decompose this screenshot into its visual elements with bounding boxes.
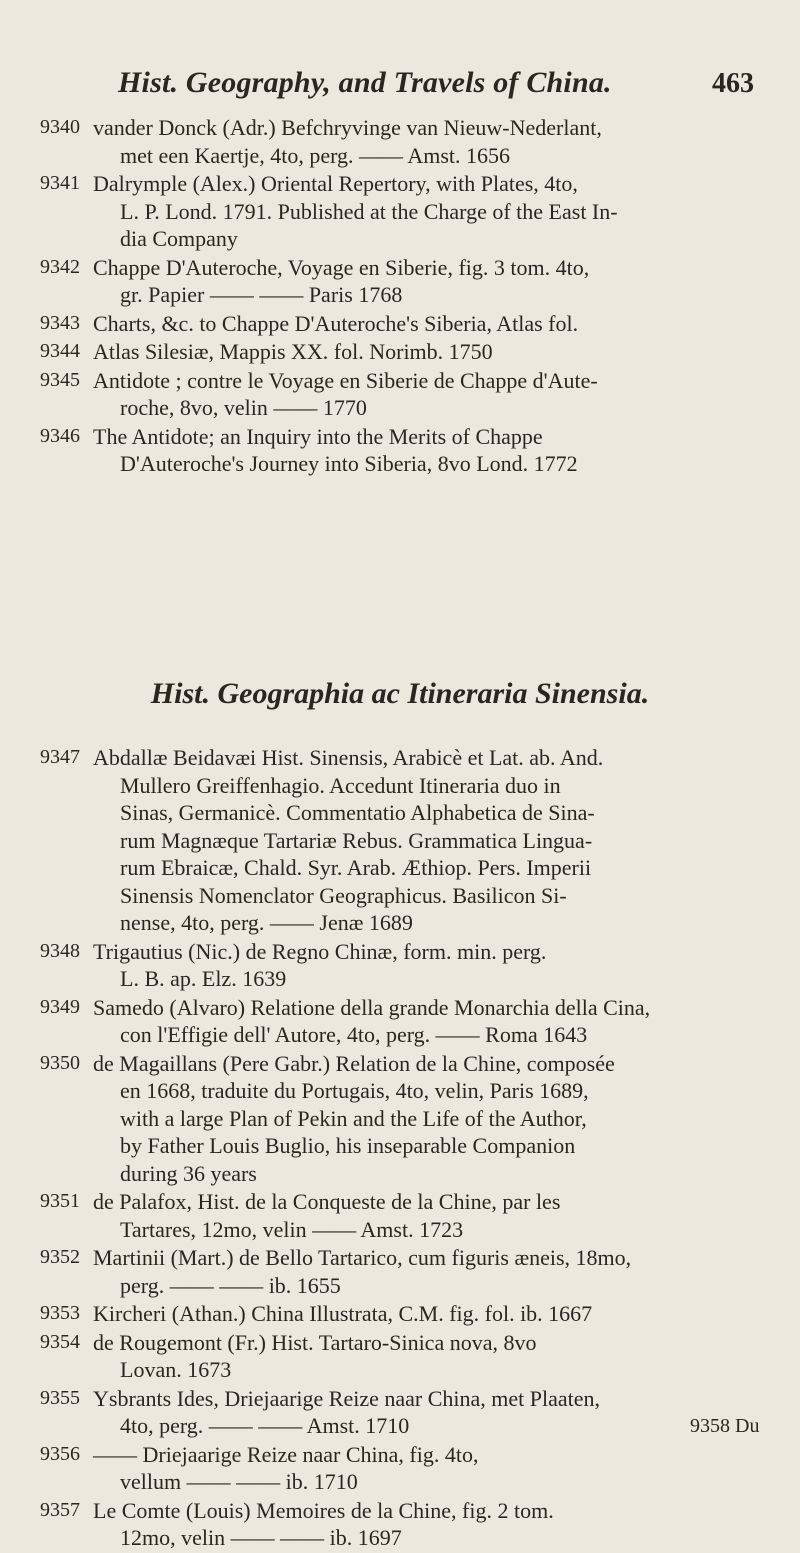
entry-first-line	[0, 938, 800, 966]
entry-first-line	[0, 1300, 800, 1328]
entry-text: Abdallæ Beidavæi Hist. Sinensis, Arabicè et Lat. ab. And.	[93, 745, 604, 770]
page-number: 463	[712, 68, 754, 99]
entry-number: 9343	[40, 311, 80, 334]
entry-first-line	[0, 994, 800, 1022]
entry-text: Mullero Greiffenhagio. Accedunt Itineraria duo in	[120, 772, 561, 798]
entry-first-line	[0, 1188, 800, 1216]
entry-number: 9355	[40, 1386, 80, 1409]
entry-continuation-line	[0, 965, 800, 993]
entry-number: 9344	[40, 340, 80, 362]
entry-continuation-line	[0, 1077, 800, 1105]
entry-text: Ysbrants Ides, Driejaarige Reize naar China, met Plaaten,	[93, 1385, 601, 1411]
entry-text: roche, 8vo, velin —— 1770	[120, 395, 367, 420]
catalogue-entry	[0, 170, 800, 253]
entry-number: 9351	[40, 1190, 80, 1212]
catalogue-entry	[0, 1244, 800, 1299]
entry-continuation-line	[0, 1105, 800, 1133]
entry-first-line	[0, 1050, 800, 1078]
entry-continuation-line	[0, 225, 800, 253]
entry-continuation-line	[0, 1272, 800, 1300]
entry-continuation-line	[0, 827, 800, 855]
entry-continuation-line	[0, 909, 800, 937]
entry-text: de Rougemont (Fr.) Hist. Tartaro-Sinica nova, 8vo	[93, 1329, 537, 1355]
entry-text: vander Donck (Adr.) Befchryvinge van Nieuw-Nederlant,	[93, 115, 602, 140]
entry-continuation-line	[0, 281, 800, 309]
catalogue-entry	[0, 1329, 800, 1384]
entry-text: Le Comte (Louis) Memoires de la Chine, fig. 2 tom.	[93, 1497, 554, 1523]
entry-number: 9350	[40, 1051, 80, 1074]
running-title: Hist. Geography, and Travels of China.	[118, 66, 612, 99]
page-header	[0, 66, 800, 106]
entry-first-line	[0, 1329, 800, 1357]
catalogue-entry	[0, 1050, 800, 1188]
entry-continuation-line	[0, 450, 800, 478]
catalogue-entry	[0, 744, 800, 937]
entry-number: 9340	[40, 116, 80, 138]
catalogue-entry	[0, 310, 800, 338]
entry-text: gr. Papier —— —— Paris 1768	[120, 282, 403, 307]
entry-number: 9342	[40, 255, 80, 278]
entry-number: 9354	[40, 1330, 80, 1353]
catalogue-entry	[0, 1497, 800, 1552]
entry-text: met een Kaertje, 4to, perg. —— Amst. 1656	[120, 142, 511, 168]
entry-first-line	[0, 1244, 800, 1272]
entry-text: vellum —— —— ib. 1710	[120, 1469, 358, 1494]
entry-number: 9348	[40, 939, 80, 962]
entry-text: Sinensis Nomenclator Geographicus. Basilicon Si-	[120, 882, 567, 908]
entry-text: Dalrymple (Alex.) Oriental Repertory, with Plates, 4to,	[93, 171, 578, 196]
entry-number: 9345	[40, 368, 80, 391]
entry-first-line	[0, 1441, 800, 1469]
entry-text: Trigautius (Nic.) de Regno Chinæ, form. min. perg.	[93, 938, 547, 964]
entry-continuation-line	[0, 772, 800, 800]
entry-number: 9352	[40, 1246, 80, 1268]
entry-text: by Father Louis Buglio, his inseparable Companion	[120, 1133, 576, 1158]
entry-continuation-line	[0, 882, 800, 910]
entry-number: 9346	[40, 424, 80, 447]
entry-first-line	[0, 338, 800, 366]
catalogue-entry	[0, 938, 800, 993]
entry-text: en 1668, traduite du Portugais, 4to, velin, Paris 1689,	[120, 1078, 589, 1103]
entry-continuation-line	[0, 394, 800, 422]
entry-text: 4to, perg. —— —— Amst. 1710	[120, 1413, 410, 1438]
catalogue-entry	[0, 1441, 800, 1496]
entry-text: L. P. Lond. 1791. Published at the Charge of the East In-	[120, 198, 618, 224]
entry-continuation-line	[0, 854, 800, 882]
catalogue-entry	[0, 367, 800, 422]
catalogue-entry	[0, 1188, 800, 1243]
entry-text: —— Driejaarige Reize naar China, fig. 4to,	[93, 1441, 479, 1467]
entry-text: Charts, &c. to Chappe D'Auteroche's Siberia, Atlas fol.	[93, 310, 579, 336]
entry-text: Kircheri (Athan.) China Illustrata, C.M. fig. fol. ib. 1667	[93, 1301, 593, 1326]
entry-text: 12mo, velin —— —— ib. 1697	[120, 1525, 402, 1550]
catalogue-entry	[0, 114, 800, 169]
entry-text: The Antidote; an Inquiry into the Merits of Chappe	[93, 423, 543, 449]
section-heading: Hist. Geographia ac Itineraria Sinensia.	[150, 677, 650, 710]
entry-continuation-line	[0, 1524, 800, 1552]
entry-continuation-line	[0, 1160, 800, 1188]
entry-first-line	[0, 367, 800, 395]
entry-continuation-line	[0, 1021, 800, 1049]
catalogue-entry	[0, 1385, 800, 1440]
entry-continuation-line	[0, 1216, 800, 1244]
entry-text: rum Magnæque Tartariæ Rebus. Grammatica Lingua-	[120, 827, 593, 853]
entry-text: Lovan. 1673	[120, 1357, 232, 1382]
entry-first-line	[0, 1385, 800, 1413]
catalogue-entry	[0, 994, 800, 1049]
entry-number: 9353	[40, 1302, 80, 1324]
entry-number: 9347	[40, 746, 80, 768]
catalogue-entry	[0, 1300, 800, 1328]
entry-first-line	[0, 170, 800, 198]
entry-number: 9341	[40, 172, 80, 194]
entry-text: Sinas, Germanicè. Commentatio Alphabetica de Sina-	[120, 800, 595, 825]
entry-text: Martinii (Mart.) de Bello Tartarico, cum figuris æneis, 18mo,	[93, 1245, 632, 1270]
entry-number: 9349	[40, 995, 80, 1018]
entry-text: dia Company	[120, 226, 238, 251]
entry-text: Chappe D'Auteroche, Voyage en Siberie, fig. 3 tom. 4to,	[93, 254, 590, 280]
entry-text: D'Auteroche's Journey into Siberia, 8vo Lond. 1772	[120, 451, 578, 476]
entry-list-top	[0, 114, 800, 479]
catchword: 9358 Du	[690, 1415, 760, 1437]
entry-continuation-line	[0, 142, 800, 170]
entry-list-bottom	[0, 744, 800, 1553]
entry-first-line	[0, 744, 800, 772]
entry-first-line	[0, 310, 800, 338]
entry-text: during 36 years	[120, 1160, 257, 1186]
entry-first-line	[0, 1497, 800, 1525]
entry-continuation-line	[0, 198, 800, 226]
entry-text: Atlas Silesiæ, Mappis XX. fol. Norimb. 1750	[93, 339, 493, 364]
entry-text: Samedo (Alvaro) Relatione della grande Monarchia della Cina,	[93, 994, 651, 1020]
entry-text: de Magaillans (Pere Gabr.) Relation de la Chine, composée	[93, 1050, 615, 1076]
entry-first-line	[0, 114, 800, 142]
entry-continuation-line	[0, 799, 800, 827]
entry-continuation-line	[0, 1356, 800, 1384]
entry-text: with a large Plan of Pekin and the Life of the Author,	[120, 1105, 587, 1131]
entry-continuation-line	[0, 1468, 800, 1496]
catalogue-entry	[0, 254, 800, 309]
entry-text: L. B. ap. Elz. 1639	[120, 966, 287, 991]
entry-text: con l'Effigie dell' Autore, 4to, perg. —— Roma 1643	[120, 1022, 588, 1047]
entry-text: de Palafox, Hist. de la Conqueste de la Chine, par les	[93, 1189, 561, 1214]
entry-continuation-line	[0, 1132, 800, 1160]
entry-text: perg. —— —— ib. 1655	[120, 1272, 341, 1298]
entry-text: nense, 4to, perg. —— Jenæ 1689	[120, 910, 413, 935]
entry-continuation-line	[0, 1412, 800, 1440]
entry-number: 9356	[40, 1442, 80, 1465]
entry-text: rum Ebraicæ, Chald. Syr. Arab. Æthiop. Pers. Imperii	[120, 855, 592, 880]
entry-number: 9357	[40, 1498, 80, 1521]
catalogue-entry	[0, 423, 800, 478]
entry-text: Tartares, 12mo, velin —— Amst. 1723	[120, 1216, 464, 1242]
catalogue-entry	[0, 338, 800, 366]
entry-first-line	[0, 423, 800, 451]
entry-text: Antidote ; contre le Voyage en Siberie de Chappe d'Aute-	[93, 367, 598, 393]
entry-first-line	[0, 254, 800, 282]
